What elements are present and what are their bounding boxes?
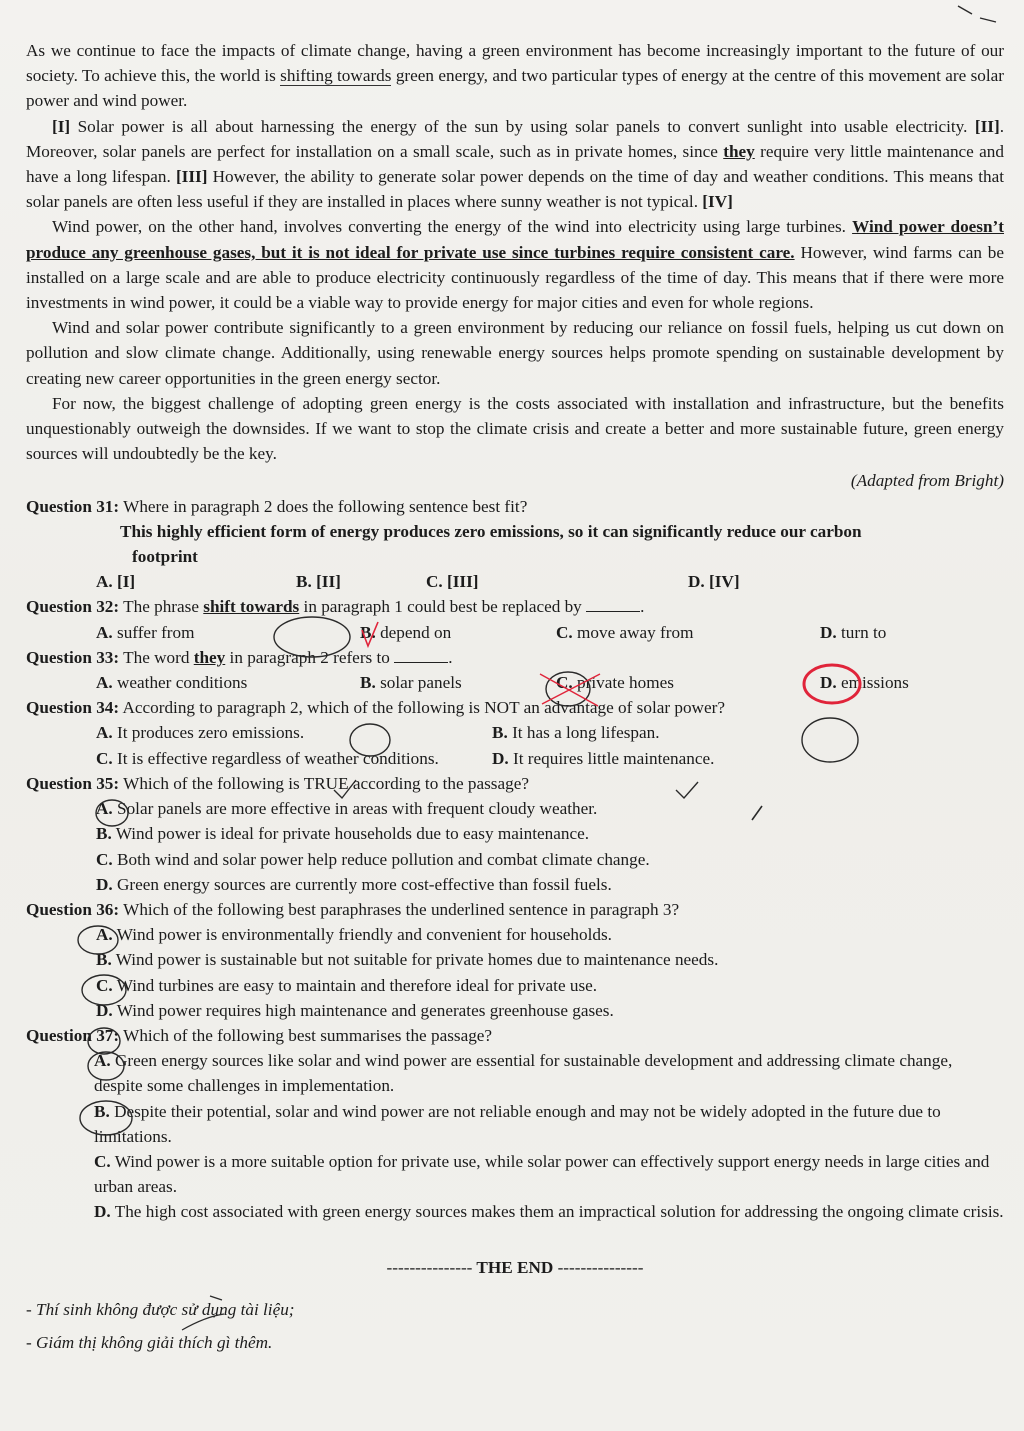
q33-d-text: emissions xyxy=(836,673,909,693)
question-31-stem xyxy=(26,494,1004,519)
q31-option-c[interactable] xyxy=(426,569,688,594)
p1-text-b: green energy, and two particular types of energy at the centre of this movement are solar power and wind power. xyxy=(26,66,1004,111)
q33-d-letter: D. xyxy=(820,673,837,693)
q35-c-text: Both wind and solar power help reduce pollution and combat climate change. xyxy=(112,849,650,869)
p3-text-b: However, wind farms can be installed on a large scale and are able to produce electricity continuously regardless of the time of day. This means that if there were more investments in wind power, it could be a viable way to provide energy for major cities and even for whole regions. xyxy=(26,242,1004,313)
q31-a-letter: A. xyxy=(96,572,113,592)
q34-options-row-2 xyxy=(96,746,1004,771)
q37-label: Question 37: xyxy=(26,1025,120,1045)
q34-a-text: It produces zero emissions. xyxy=(112,723,305,743)
q35-c-letter: C. xyxy=(96,849,113,869)
q36-b-letter: B. xyxy=(96,950,112,970)
q32-options xyxy=(96,620,1004,645)
q37-a-letter: A. xyxy=(94,1051,111,1071)
q32-option-c[interactable] xyxy=(556,620,820,645)
footer-note-1: - Thí sinh không được sử dụng tài liệu; xyxy=(26,1299,295,1319)
q37-d-letter: D. xyxy=(94,1202,111,1222)
q34-options-row-1 xyxy=(96,720,1004,745)
q33-stem-a: The word xyxy=(119,647,194,667)
p3-text-a: Wind power, on the other hand, involves converting the energy of the wind into electricity using large turbines. xyxy=(52,217,853,237)
q36-option-b[interactable] xyxy=(96,947,1004,972)
q32-stem-a: The phrase xyxy=(119,597,204,617)
q34-c-text: It is effective regardless of weather conditions. xyxy=(112,748,439,768)
q35-a-text: Solar panels are more effective in areas with frequent cloudy weather. xyxy=(112,799,598,819)
q36-stem-text: Which of the following best paraphrases the underlined sentence in paragraph 3? xyxy=(119,899,680,919)
marker-I: [I] xyxy=(52,116,71,136)
q34-option-c[interactable] xyxy=(96,746,492,771)
q33-option-d[interactable] xyxy=(820,670,1000,695)
q37-b-letter: B. xyxy=(94,1101,110,1121)
q34-label: Question 34: xyxy=(26,698,120,718)
q37-a-text: Green energy sources like solar and wind power are essential for sustainable development and addressing climate change, despite some challenges in implementation. xyxy=(94,1051,953,1096)
q32-c-letter: C. xyxy=(556,622,573,642)
p2-text-a: Solar power is all about harnessing the energy of the sun by using solar panels to convert sunlight into usable electricity. xyxy=(70,116,975,136)
q36-option-c[interactable] xyxy=(96,973,1004,998)
q33-option-c[interactable] xyxy=(556,670,820,695)
p2-text-d: However, the ability to generate solar power depends on the time of day and weather conditions. This means that solar panels are often less useful if they are installed in places where sunny weather is not typical. xyxy=(26,167,1004,212)
q35-a-letter: A. xyxy=(96,799,113,819)
q31-d-letter: D. xyxy=(688,572,705,592)
q31-d-text: [IV] xyxy=(704,572,740,592)
q31-options xyxy=(96,569,1004,594)
end-text: THE END xyxy=(472,1257,558,1277)
q35-option-b[interactable] xyxy=(96,821,1004,846)
marker-III: [III] xyxy=(175,167,208,187)
q36-c-letter: C. xyxy=(96,975,113,995)
q34-option-a[interactable] xyxy=(96,720,492,745)
q32-stem-c: . xyxy=(640,597,645,617)
q37-option-a[interactable] xyxy=(94,1048,1004,1098)
question-32-stem xyxy=(26,594,1004,619)
q37-option-d[interactable] xyxy=(94,1199,1004,1224)
q33-b-text: solar panels xyxy=(375,673,462,693)
q32-option-b[interactable] xyxy=(360,620,556,645)
q32-stem-b: in paragraph 1 could best be replaced by xyxy=(299,597,587,617)
q33-option-b[interactable] xyxy=(360,670,556,695)
q32-d-letter: D. xyxy=(820,622,837,642)
q31-c-text: [III] xyxy=(442,572,479,592)
q36-b-text: Wind power is sustainable but not suitable for private homes due to maintenance needs. xyxy=(111,950,719,970)
q33-b-letter: B. xyxy=(360,673,376,693)
source-a: (Adapted from xyxy=(850,471,955,491)
q36-d-letter: D. xyxy=(96,1000,113,1020)
source-c: ) xyxy=(998,471,1004,491)
paragraph-5: For now, the biggest challenge of adopting green energy is the costs associated with installation and infrastructure, but the benefits unquestionably outweigh the downsides. If we want to stop the climate crisis and create a better and more sustainable future, green energy sources will undoubtedly be the key. xyxy=(26,393,1004,464)
marker-IV: [IV] xyxy=(702,192,733,212)
q34-d-text: It requires little maintenance. xyxy=(508,748,715,768)
q37-stem-text: Which of the following best summarises the passage? xyxy=(119,1025,493,1045)
q37-c-text: Wind power is a more suitable option for private use, while solar power can effectively support energy needs in large cities and urban areas. xyxy=(94,1151,990,1197)
paragraph-1 xyxy=(26,38,1004,114)
q33-label: Question 33: xyxy=(26,647,120,667)
q32-a-text: suffer from xyxy=(112,622,195,642)
q31-insert-sentence-end: footprint xyxy=(132,547,198,567)
q33-options xyxy=(96,670,1004,695)
q31-label: Question 31: xyxy=(26,496,120,516)
q31-option-d[interactable] xyxy=(688,569,888,594)
q31-a-text: [I] xyxy=(112,572,136,592)
q34-option-b[interactable] xyxy=(492,720,888,745)
q33-stem-c: . xyxy=(448,647,453,667)
q31-c-letter: C. xyxy=(426,572,443,592)
q36-option-d[interactable] xyxy=(96,998,1004,1023)
end-dash-right: --------------- xyxy=(557,1257,644,1277)
q31-option-a[interactable] xyxy=(96,569,296,594)
q35-stem-text: Which of the following is TRUE according to the passage? xyxy=(119,773,529,793)
q37-c-letter: C. xyxy=(94,1151,111,1171)
exam-content xyxy=(26,38,1004,1355)
q31-b-letter: B. xyxy=(296,572,312,592)
q34-b-text: It has a long lifespan. xyxy=(507,723,660,743)
q33-stem-b: in paragraph 2 refers to xyxy=(225,647,395,667)
p2-text-c: require very little maintenance and have a long lifespan. xyxy=(26,141,1004,187)
end-dash-left: --------------- xyxy=(386,1257,473,1277)
paragraph-3 xyxy=(26,214,1004,315)
q32-b-letter: B. xyxy=(360,622,376,642)
q33-blank xyxy=(394,648,448,663)
q36-label: Question 36: xyxy=(26,899,120,919)
q35-label: Question 35: xyxy=(26,773,120,793)
q34-stem-text: According to paragraph 2, which of the following is NOT an advantage of solar power? xyxy=(119,698,725,718)
question-35-stem xyxy=(26,771,1004,796)
source-b: Bright xyxy=(954,471,999,491)
q34-b-letter: B. xyxy=(492,723,508,743)
q35-option-a[interactable] xyxy=(96,796,1004,821)
marker-II: [II] xyxy=(974,116,1000,136)
q33-word: they xyxy=(193,647,226,667)
q31-option-b[interactable] xyxy=(296,569,426,594)
source-credit xyxy=(26,468,1004,493)
q37-option-b[interactable] xyxy=(94,1099,1004,1149)
q33-a-text: weather conditions xyxy=(112,673,248,693)
p1-underlined-phrase: shifting towards xyxy=(280,66,392,86)
q35-option-d[interactable] xyxy=(96,872,1004,897)
q37-option-c[interactable] xyxy=(94,1149,1004,1199)
q34-d-letter: D. xyxy=(492,748,509,768)
q31-stem-text: Where in paragraph 2 does the following sentence best fit? xyxy=(119,496,528,516)
p2-they-word: they xyxy=(723,141,755,161)
q35-d-text: Green energy sources are currently more cost-effective than fossil fuels. xyxy=(112,874,612,894)
footer-note-2: - Giám thị không giải thích gì thêm. xyxy=(26,1333,273,1353)
q34-option-d[interactable] xyxy=(492,746,888,771)
q36-d-text: Wind power requires high maintenance and generates greenhouse gases. xyxy=(112,1000,614,1020)
question-37-stem xyxy=(26,1023,1004,1048)
q37-d-text: The high cost associated with green energy sources makes them an impractical solution for addressing the ongoing climate crisis. xyxy=(110,1202,1004,1222)
paragraph-2 xyxy=(26,114,1004,215)
p1-text-a: As we continue to face the impacts of climate change, having a green environment has become increasingly important to the future of our society. To achieve this, the world is xyxy=(26,41,1004,86)
q32-option-d[interactable] xyxy=(820,620,1000,645)
p2-text-b: . Moreover, solar panels are perfect for installation on a small scale, such as in private homes, since xyxy=(26,116,1004,161)
q36-a-text: Wind power is environmentally friendly and convenient for households. xyxy=(112,925,612,945)
q34-a-letter: A. xyxy=(96,723,113,743)
q33-a-letter: A. xyxy=(96,673,113,693)
paragraph-4: Wind and solar power contribute significantly to a green environment by reducing our reliance on fossil fuels, helping us cut down on pollution and slow climate change. Additionally, using renewable energy sources helps promote spending on sustainable development by creating new career opportunities in the green energy sector. xyxy=(26,318,1004,388)
q32-label: Question 32: xyxy=(26,597,120,617)
q32-option-a[interactable] xyxy=(96,620,360,645)
q36-a-letter: A. xyxy=(96,925,113,945)
q35-d-letter: D. xyxy=(96,874,113,894)
q35-option-c[interactable] xyxy=(96,847,1004,872)
q32-b-text: depend on xyxy=(375,622,452,642)
question-33-stem xyxy=(26,645,1004,670)
q33-option-a[interactable] xyxy=(96,670,360,695)
q35-b-text: Wind power is ideal for private households due to easy maintenance. xyxy=(111,824,590,844)
q32-c-text: move away from xyxy=(572,622,694,642)
q31-insert-sentence: This highly efficient form of energy produces zero emissions, so it can significantly reduce our carbon xyxy=(120,521,862,541)
q32-phrase: shift towards xyxy=(203,597,300,617)
p3-underlined-sentence: Wind power doesn’t produce any greenhouse gases, but it is not ideal for private use since turbines require consistent care. xyxy=(26,217,1005,262)
q32-a-letter: A. xyxy=(96,622,113,642)
q36-option-a[interactable] xyxy=(96,922,1004,947)
q33-c-text: private homes xyxy=(572,673,674,693)
question-36-stem xyxy=(26,897,1004,922)
q31-b-text: [II] xyxy=(311,572,341,592)
q32-d-text: turn to xyxy=(836,622,887,642)
q32-blank xyxy=(586,597,640,612)
question-34-stem xyxy=(26,695,1004,720)
the-end-line xyxy=(26,1255,1004,1280)
q36-c-text: Wind turbines are easy to maintain and therefore ideal for private use. xyxy=(112,975,598,995)
q35-b-letter: B. xyxy=(96,824,112,844)
q37-b-text: Despite their potential, solar and wind power are not reliable enough and may not be widely adopted in the future due to limitations. xyxy=(94,1101,941,1146)
q33-c-letter: C. xyxy=(556,673,573,693)
q34-c-letter: C. xyxy=(96,748,113,768)
